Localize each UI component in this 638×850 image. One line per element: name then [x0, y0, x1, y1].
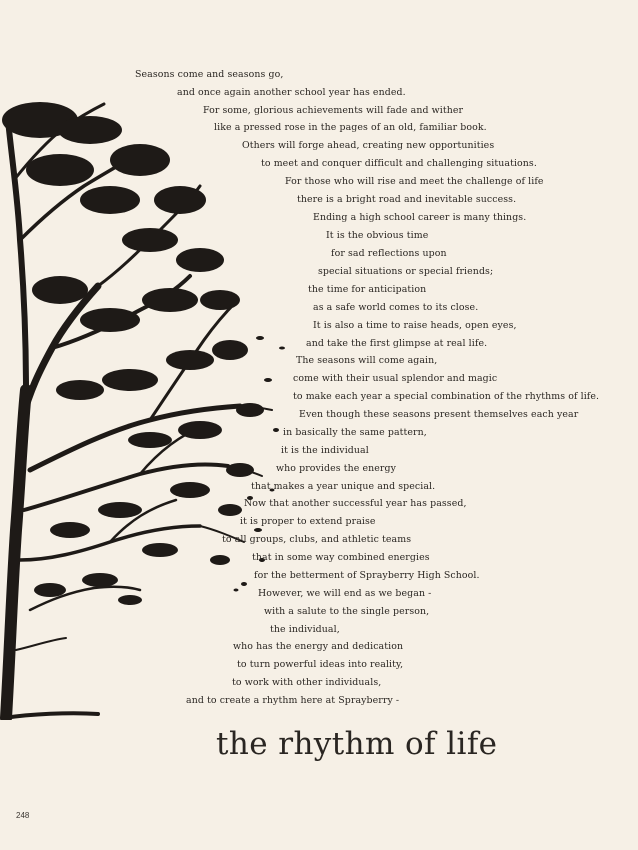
poem-line: special situations or special friends;	[318, 266, 494, 277]
poem-line: that in some way combined energies	[252, 552, 430, 563]
poem-line: It is the obvious time	[326, 230, 429, 241]
poem-line: Now that another successful year has passed,	[244, 498, 467, 509]
page-number: 248	[16, 811, 30, 820]
poem-line: Others will forge ahead, creating new opportunities	[242, 140, 495, 151]
poem-line: For some, glorious achievements will fade and wither	[203, 105, 464, 116]
poem-line: it is the individual	[281, 445, 369, 456]
poem-line: However, we will end as we began -	[258, 588, 432, 599]
tree-illustration	[0, 90, 290, 720]
poem-line: Even though these seasons present themselves each year	[299, 409, 579, 420]
poem-line: Ending a high school career is many things.	[313, 212, 527, 223]
poem-line: to work with other individuals,	[232, 677, 382, 688]
poem-line: it is proper to extend praise	[240, 516, 376, 527]
poem-line: the time for anticipation	[308, 284, 427, 295]
poem-line: and once again another school year has ended.	[177, 87, 406, 98]
poem-line: and to create a rhythm here at Sprayberry -	[186, 695, 400, 706]
poem-line: who has the energy and dedication	[233, 641, 404, 652]
poem-line: to turn powerful ideas into reality,	[237, 659, 404, 670]
poem-line: come with their usual splendor and magic	[293, 373, 498, 384]
poem-line: the individual,	[270, 624, 340, 635]
poem-line: and take the first glimpse at real life.	[306, 338, 488, 349]
poem-line: The seasons will come again,	[296, 355, 438, 366]
poem-line: that makes a year unique and special.	[251, 481, 436, 492]
poem-line: For those who will rise and meet the challenge of life	[285, 176, 544, 187]
poem-line: to all groups, clubs, and athletic teams	[222, 534, 412, 545]
poem-line: who provides the energy	[276, 463, 396, 474]
page-title: the rhythm of life	[216, 726, 498, 762]
poem-line: with a salute to the single person,	[264, 606, 430, 617]
poem-line: as a safe world comes to its close.	[313, 302, 479, 313]
poem-line: Seasons come and seasons go,	[135, 69, 284, 80]
poem-line: It is also a time to raise heads, open eyes,	[313, 320, 517, 331]
poem-line: to meet and conquer difficult and challenging situations.	[261, 158, 537, 169]
poem-line: to make each year a special combination of the rhythms of life.	[293, 391, 600, 402]
poem-line: like a pressed rose in the pages of an old, familiar book.	[214, 122, 487, 133]
poem-line: in basically the same pattern,	[283, 427, 427, 438]
poem-line: for sad reflections upon	[331, 248, 447, 259]
poem-line: there is a bright road and inevitable success.	[297, 194, 517, 205]
poem-line: for the betterment of Sprayberry High School.	[254, 570, 480, 581]
